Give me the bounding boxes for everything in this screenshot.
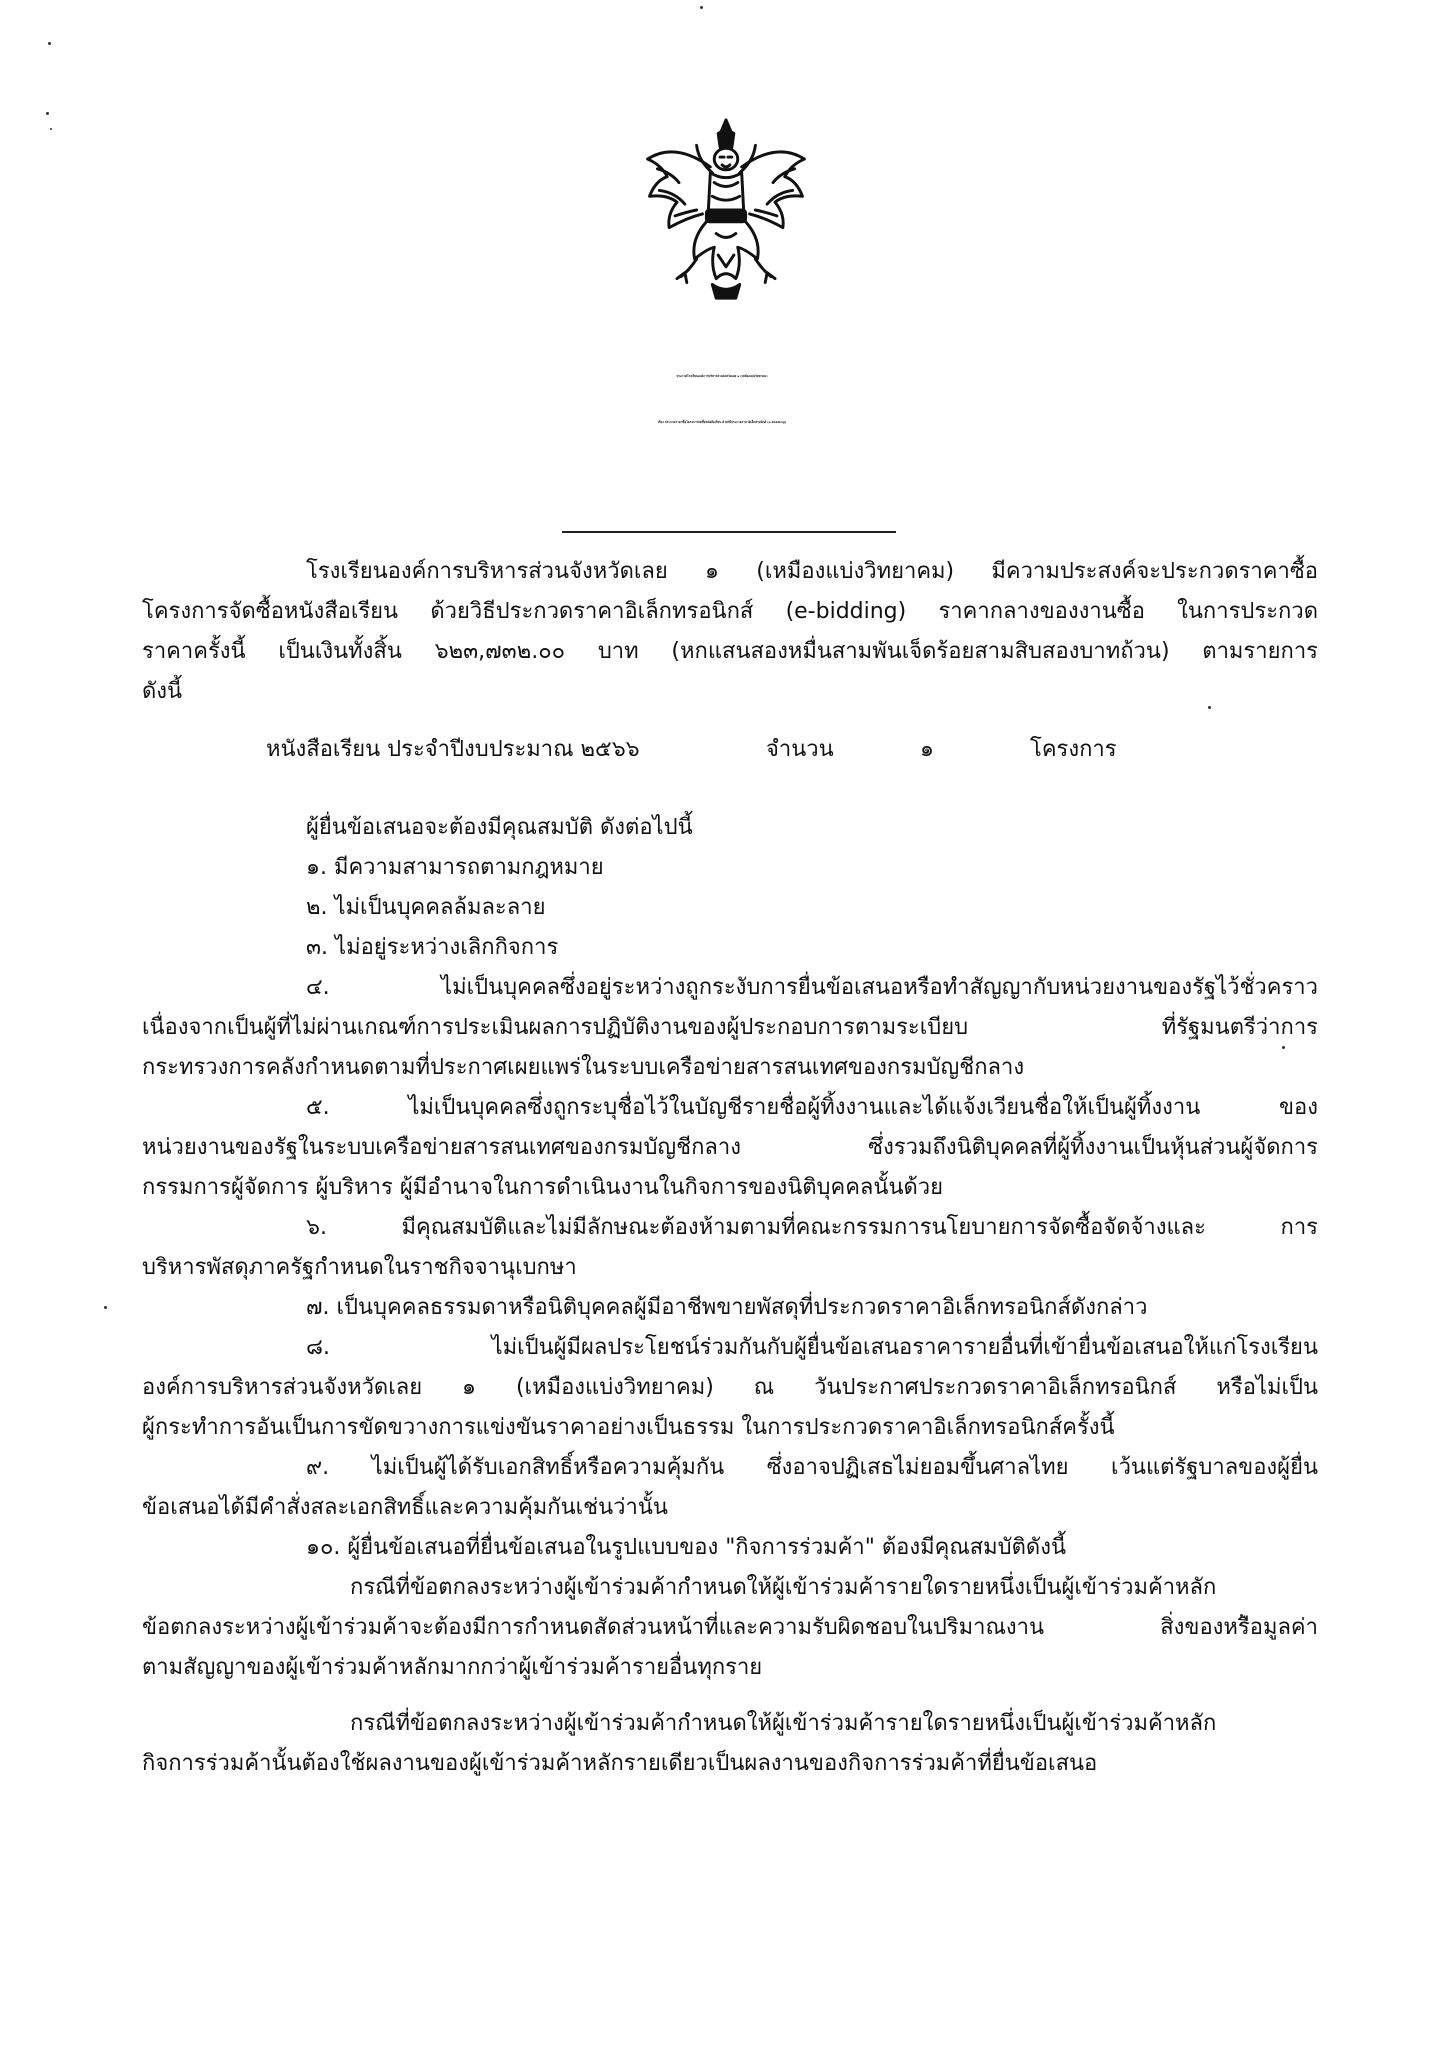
- joint-venture-clause: กรณีที่ข้อตกลงระหว่างผู้เข้าร่วมค้ากำหนดให้ผู้เข้าร่วมค้ารายใดรายหนึ่งเป็นผู้เข้าร่วมค้าหลัก: [350, 1711, 1217, 1736]
- garuda-emblem-icon: [628, 112, 824, 308]
- item-quantity-label: จำนวน: [766, 737, 834, 762]
- qualification-item: ๙. ไม่เป็นผู้ได้รับเอกสิทธิ์หรือความคุ้มกัน ซึ่งอาจปฏิเสธไม่ยอมขึ้นศาลไทย เว้นแต่รัฐบาลของผู้ยื่น: [306, 1455, 1318, 1480]
- qualification-line: ผู้กระทำการอันเป็นการขัดขวางการแข่งขันราคาอย่างเป็นธรรม ในการประกวดราคาอิเล็กทรอนิกส์ครั้งนี้: [142, 1415, 1115, 1440]
- announcement-title: ประกาศโรงเรียนองค์การบริหารส่วนจังหวัดเลย ๑ (เหมืองแบ่งวิทยาคม): [676, 374, 768, 378]
- qualification-line: กระทรวงการคลังกำหนดตามที่ประกาศเผยแพร่ในระบบเครือข่ายสารสนเทศของกรมบัญชีกลาง: [142, 1055, 1025, 1080]
- qualifications-heading: ผู้ยื่นข้อเสนอจะต้องมีคุณสมบัติ ดังต่อไปนี้: [306, 815, 693, 840]
- item-name: หนังสือเรียน ประจำปีงบประมาณ ๒๕๖๖: [266, 737, 640, 762]
- qualification-item: ๒. ไม่เป็นบุคคลล้มละลาย: [306, 895, 546, 920]
- intro-line: ดังนี้: [142, 679, 183, 704]
- qualification-item: ๓. ไม่อยู่ระหว่างเลิกกิจการ: [306, 935, 559, 960]
- announcement-subject: เรื่อง ประกวดราคาซื้อโครงการจัดซื้อหนังสือเรียน ด้วยวิธีประกวดราคาอิเล็กทรอนิกส์ (e-bidding): [657, 420, 787, 424]
- scan-speck: [1208, 706, 1211, 709]
- intro-line: โครงการจัดซื้อหนังสือเรียน ด้วยวิธีประกวดราคาอิเล็กทรอนิกส์ (e-bidding) ราคากลางของงานซื้อ ในการประกวด: [142, 599, 1318, 624]
- qualification-line: บริหารพัสดุภาครัฐกำหนดในราชกิจจานุเบกษา: [142, 1255, 577, 1280]
- qualification-line: หน่วยงานของรัฐในระบบเครือข่ายสารสนเทศของกรมบัญชีกลาง ซึ่งรวมถึงนิติบุคคลที่ผู้ทิ้งงานเป็นหุ้นส่วนผู้จัดการ: [142, 1135, 1318, 1160]
- scan-speck: [104, 1306, 107, 1309]
- scan-speck: [48, 42, 51, 45]
- scan-speck: [46, 112, 49, 115]
- joint-venture-clause-line: กิจการร่วมค้านั้นต้องใช้ผลงานของผู้เข้าร่วมค้าหลักรายเดียวเป็นผลงานของกิจการร่วมค้าที่ยื่นข้อเสนอ: [142, 1751, 1098, 1776]
- qualification-item: ๖. มีคุณสมบัติและไม่มีลักษณะต้องห้ามตามที่คณะกรรมการนโยบายการจัดซื้อจัดจ้างและ การ: [306, 1215, 1318, 1240]
- qualification-item: ๑. มีความสามารถตามกฎหมาย: [306, 855, 604, 880]
- qualification-line: กรรมการผู้จัดการ ผู้บริหาร ผู้มีอำนาจในการดำเนินงานในกิจการของนิติบุคคลนั้นด้วย: [142, 1175, 944, 1200]
- title-divider: [562, 531, 896, 533]
- qualification-line: องค์การบริหารส่วนจังหวัดเลย ๑ (เหมืองแบ่งวิทยาคม) ณ วันประกาศประกวดราคาอิเล็กทรอนิกส์ หรือไม่เป็น: [142, 1375, 1318, 1400]
- qualification-item: ๔. ไม่เป็นบุคคลซึ่งอยู่ระหว่างถูกระงับการยื่นข้อเสนอหรือทำสัญญากับหน่วยงานของรัฐไว้ชั่วคราว: [306, 975, 1318, 1000]
- qualification-line: เนื่องจากเป็นผู้ที่ไม่ผ่านเกณฑ์การประเมินผลการปฏิบัติงานของผู้ประกอบการตามระเบียบ ที่รัฐมนตรีว่าการ: [142, 1015, 1318, 1040]
- scan-speck: [700, 6, 703, 9]
- qualification-item: ๕. ไม่เป็นบุคคลซึ่งถูกระบุชื่อไว้ในบัญชีรายชื่อผู้ทิ้งงานและได้แจ้งเวียนชื่อให้เป็นผู้ทิ้งงาน ของ: [306, 1095, 1318, 1120]
- item-unit: โครงการ: [1030, 737, 1117, 762]
- joint-venture-clause-line: ตามสัญญาของผู้เข้าร่วมค้าหลักมากกว่าผู้เข้าร่วมค้ารายอื่นทุกราย: [142, 1655, 763, 1680]
- joint-venture-clause-line: ข้อตกลงระหว่างผู้เข้าร่วมค้าจะต้องมีการกำหนดสัดส่วนหน้าที่และความรับผิดชอบในปริมาณงาน สิ่งของหรือมูลค่า: [142, 1615, 1318, 1640]
- qualification-item: ๑๐. ผู้ยื่นข้อเสนอที่ยื่นข้อเสนอในรูปแบบของ "กิจการร่วมค้า" ต้องมีคุณสมบัติดังนี้: [306, 1535, 1066, 1560]
- qualification-line: ข้อเสนอได้มีคำสั่งสละเอกสิทธิ์และความคุ้มกันเช่นว่านั้น: [142, 1495, 668, 1520]
- joint-venture-clause: กรณีที่ข้อตกลงระหว่างผู้เข้าร่วมค้ากำหนดให้ผู้เข้าร่วมค้ารายใดรายหนึ่งเป็นผู้เข้าร่วมค้าหลัก: [350, 1575, 1217, 1600]
- qualification-item: ๗. เป็นบุคคลธรรมดาหรือนิติบุคคลผู้มีอาชีพขายพัสดุที่ประกวดราคาอิเล็กทรอนิกส์ดังกล่าว: [306, 1295, 1148, 1320]
- intro-line: โรงเรียนองค์การบริหารส่วนจังหวัดเลย ๑ (เหมืองแบ่งวิทยาคม) มีความประสงค์จะประกวดราคาซื้อ: [306, 559, 1318, 584]
- scan-speck: [50, 128, 52, 130]
- qualification-item: ๘. ไม่เป็นผู้มีผลประโยชน์ร่วมกันกับผู้ยื่นข้อเสนอราคารายอื่นที่เข้ายื่นข้อเสนอให้แก่โรงเรียน: [306, 1335, 1318, 1360]
- intro-line: ราคาครั้งนี้ เป็นเงินทั้งสิ้น ๖๒๓,๗๓๒.๐๐ บาท (หกแสนสองหมื่นสามพันเจ็ดร้อยสามสิบสองบาทถ้วน) ตามรายการ: [142, 639, 1318, 664]
- item-quantity: ๑: [920, 737, 934, 762]
- scan-speck: [1282, 1046, 1285, 1049]
